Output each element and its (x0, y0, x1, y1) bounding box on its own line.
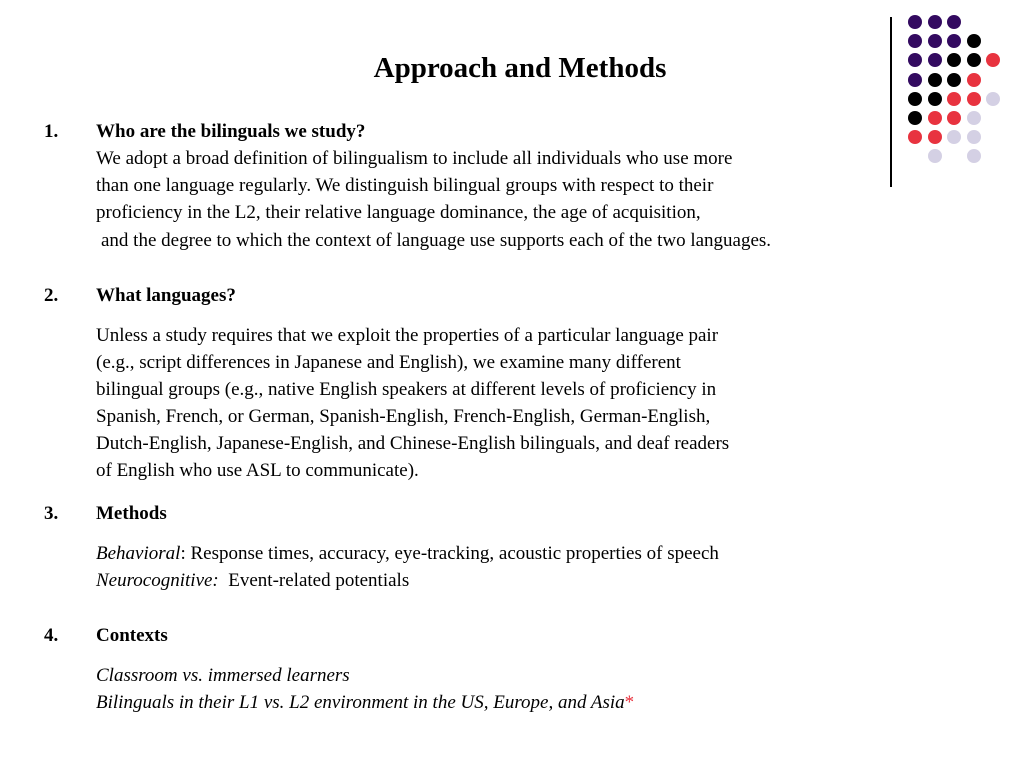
section-4-number: 4. (44, 625, 59, 646)
section-1-line: and the degree to which the context of language use supports each of the two languages. (101, 230, 772, 251)
decorative-divider (890, 17, 892, 187)
decorative-dot (928, 73, 942, 87)
decorative-dot (908, 92, 922, 106)
decorative-dot (928, 53, 942, 67)
decorative-dot (967, 34, 981, 48)
decorative-dot (947, 15, 961, 29)
decorative-dot (986, 53, 1000, 67)
section-3-number: 3. (44, 503, 59, 524)
contexts-line: Classroom vs. immersed learners (96, 665, 350, 686)
decorative-dot (967, 149, 981, 163)
section-3-heading: Methods (96, 503, 167, 524)
neuro-label: Neurocognitive: (96, 570, 219, 591)
slide-title: Approach and Methods (373, 52, 667, 84)
decorative-dot (908, 111, 922, 125)
section-1-line: proficiency in the L2, their relative language dominance, the age of acquisition, (96, 202, 701, 223)
decorative-dot (947, 92, 961, 106)
section-2-line: (e.g., script differences in Japanese and English), we examine many different (96, 352, 681, 373)
section-1-line: than one language regularly. We distinguish bilingual groups with respect to their (96, 175, 714, 196)
decorative-dot (928, 34, 942, 48)
section-2-line: Spanish, French, or German, Spanish-English, French-English, German-English, (96, 406, 711, 427)
section-2-number: 2. (44, 285, 59, 306)
decorative-dot (947, 34, 961, 48)
decorative-dot-grid (908, 15, 1018, 165)
decorative-dot (928, 149, 942, 163)
decorative-dot (967, 73, 981, 87)
methods-behavioral-line (96, 543, 719, 565)
section-4-heading: Contexts (96, 625, 168, 646)
section-1-number: 1. (44, 121, 59, 142)
contexts-line-2 (96, 692, 634, 714)
section-1-heading: Who are the bilinguals we study? (96, 121, 366, 142)
decorative-dot (928, 111, 942, 125)
decorative-dot (908, 73, 922, 87)
methods-neuro-line (96, 570, 409, 592)
decorative-dot (947, 111, 961, 125)
asterisk-mark: * (624, 692, 635, 713)
decorative-dot (967, 53, 981, 67)
decorative-dot (908, 130, 922, 144)
neuro-text: Event-related potentials (228, 570, 410, 591)
behavioral-label: Behavioral (96, 543, 181, 564)
decorative-dot (986, 92, 1000, 106)
contexts-line-text: Bilinguals in their L1 vs. L2 environment in the US, Europe, and Asia (96, 692, 625, 713)
decorative-dot (947, 130, 961, 144)
section-2-line: Unless a study requires that we exploit the properties of a particular language pair (96, 325, 719, 346)
section-1-line: We adopt a broad definition of bilingualism to include all individuals who use more (96, 148, 733, 169)
section-2-line: bilingual groups (e.g., native English speakers at different levels of proficiency in (96, 379, 717, 400)
decorative-dot (908, 53, 922, 67)
decorative-dot (967, 92, 981, 106)
decorative-dot (947, 53, 961, 67)
decorative-dot (928, 92, 942, 106)
decorative-dot (908, 15, 922, 29)
section-2-line: Dutch-English, Japanese-English, and Chinese-English bilinguals, and deaf readers (96, 433, 730, 454)
behavioral-text: : Response times, accuracy, eye-tracking, acoustic properties of speech (180, 543, 719, 564)
decorative-dot (908, 34, 922, 48)
decorative-dot (967, 130, 981, 144)
section-2-heading: What languages? (96, 285, 236, 306)
decorative-dot (928, 15, 942, 29)
decorative-dot (947, 73, 961, 87)
decorative-dot (928, 130, 942, 144)
section-2-line: of English who use ASL to communicate). (96, 460, 419, 481)
decorative-dot (967, 111, 981, 125)
